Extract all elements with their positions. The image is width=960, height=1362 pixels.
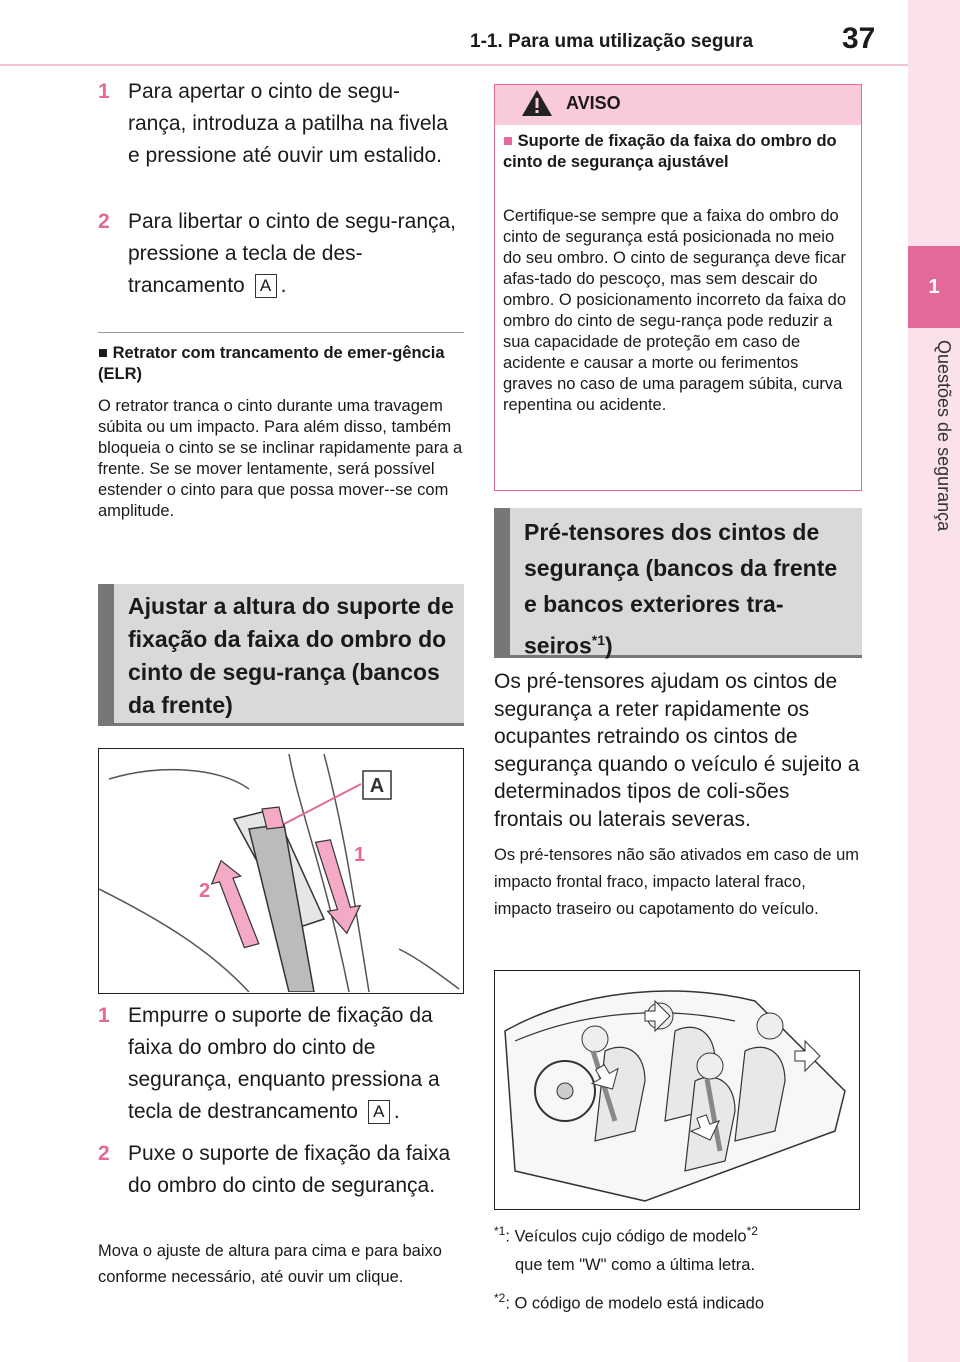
- warning-subheading: [503, 131, 848, 173]
- warning-body: Certifique-se sempre que a faixa do ombro do cinto de segurança está posicionada no meio do seu ombro. O cinto de segurança deve ficar afas-tado do pescoço, mas sem descair do ombro. O posicionamento incorreto da faixa do ombro do cinto de segu-rança pode reduzir a sua capacidade de proteção em caso de acidente e causar a morte ou ferimentos graves no caso de uma paragem súbita, curva repentina ou acidente.: [503, 207, 847, 414]
- adjust-note: Mova o ajuste de altura para cima e para baixo conforme necessário, até ouvir um clique.: [98, 1242, 442, 1286]
- step-text: Empurre o suporte de fixação da faixa do ombro do cinto de segurança, enquanto pressiona a tecla de destrancamento: [128, 1004, 440, 1123]
- step-number: 2: [98, 1142, 110, 1165]
- footnote-mark: *1: [494, 1224, 506, 1238]
- figure-label-2: 2: [199, 880, 211, 902]
- elr-heading: [98, 343, 464, 385]
- footnote-1-cont: que tem "W" como a última letra.: [515, 1256, 756, 1274]
- footnote-1: [494, 1220, 860, 1248]
- subheading-marker: ■: [503, 132, 513, 150]
- side-tab-top: [908, 0, 960, 246]
- step-buckle: [98, 76, 458, 172]
- elr-body: O retrator tranca o cinto durante uma travagem súbita ou um impacto. Para além disso, também bloqueia o cinto se se inclinar rapidamente para a frente. Se se mover lentamente, será possível estender o cinto para que possa mover--se com amplitude.: [98, 397, 463, 520]
- car-interior-illustration: [495, 971, 858, 1208]
- shoulder-anchor-illustration: [99, 749, 462, 992]
- warning-icon: [520, 88, 554, 118]
- step-text: Para apertar o cinto de segu-rança, introduza a patilha na fivela e pressione até ouvir um estalido.: [128, 80, 448, 167]
- heading-end: ): [605, 632, 613, 659]
- chapter-number: 1: [908, 246, 960, 328]
- warning-title: AVISO: [566, 93, 621, 113]
- step-release: [98, 206, 458, 302]
- footnote-text: : O código de modelo está indicado: [505, 1294, 765, 1313]
- step-tail: .: [393, 1100, 400, 1123]
- header-title: 1-1. Para uma utilização segura: [470, 31, 754, 52]
- button-label-a: A: [255, 274, 277, 298]
- step-push: [98, 1000, 464, 1128]
- header-divider: [0, 64, 908, 66]
- step-tail: .: [280, 274, 287, 297]
- heading-marker: ■: [98, 344, 108, 362]
- step-number: 1: [98, 1004, 110, 1027]
- page-number: 37: [842, 22, 876, 55]
- elr-heading-text: Retrator com trancamento de emer-gência (ELR): [98, 344, 445, 383]
- figure-label-a: A: [369, 775, 385, 797]
- pretensioner-note: Os pré-tensores não são ativados em caso de um impacto frontal fraco, impacto lateral fraco, impacto traseiro ou capotamento do veículo.: [494, 846, 860, 918]
- figure-shoulder-anchor: [98, 748, 464, 994]
- pretensioner-heading-text: Pré-tensores dos cintos de segurança (bancos da frente e bancos exteriores tra-seiros: [524, 519, 838, 659]
- divider: [98, 332, 464, 333]
- button-label-a: A: [368, 1100, 390, 1124]
- step-text: Para libertar o cinto de segu-rança, pressione a tecla de des-trancamento: [128, 210, 457, 297]
- heading-footnote-ref: *1: [591, 632, 605, 648]
- chapter-title: Questões de segurança: [934, 340, 954, 532]
- warning-subheading-text: Suporte de fixação da faixa do ombro do cinto de segurança ajustável: [503, 132, 837, 171]
- section-heading-adjust: Ajustar a altura do suporte de fixação da faixa do ombro do cinto de segu-rança (bancos da frente): [98, 584, 464, 726]
- footnote-text: : Veículos cujo código de modelo: [505, 1227, 747, 1246]
- step-text: Puxe o suporte de fixação da faixa do ombro do cinto de segurança.: [128, 1142, 451, 1197]
- footnote-2: [494, 1287, 860, 1315]
- footnote-mark: *2: [494, 1291, 506, 1305]
- figure-label-1: 1: [354, 844, 366, 866]
- step-number: 1: [98, 80, 110, 103]
- section-heading-pretensioners: [494, 508, 862, 658]
- footnote-ref: *2: [746, 1224, 758, 1238]
- step-pull: [98, 1138, 464, 1202]
- step-number: 2: [98, 210, 110, 233]
- pretensioner-intro: Os pré-tensores ajudam os cintos de segurança a reter rapidamente os ocupantes retraindo os cintos de segurança quando o veículo é sujeito a determinados tipos de coli-sões frontais ou laterais severas.: [494, 670, 860, 831]
- figure-pretensioners: [494, 970, 860, 1210]
